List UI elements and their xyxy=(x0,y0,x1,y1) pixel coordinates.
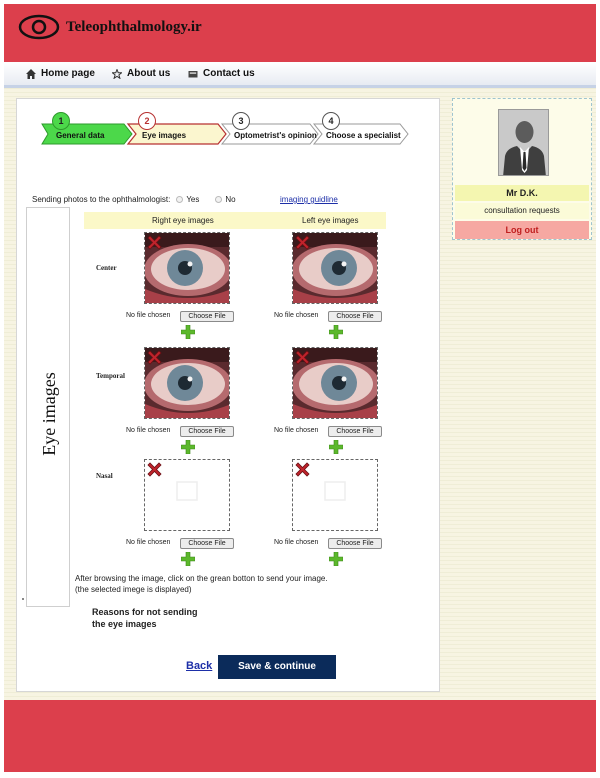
star-icon xyxy=(112,69,122,79)
nav-home-label: Home page xyxy=(41,68,95,79)
radio-no-dot[interactable] xyxy=(215,196,222,203)
section-side-box xyxy=(26,207,70,607)
temporal-left-eye-image xyxy=(292,347,378,419)
left-eye-column-header: Left eye images xyxy=(302,216,359,225)
radio-yes-label: Yes xyxy=(186,195,200,204)
step-3-label[interactable]: Optometrist's opinion xyxy=(234,131,317,140)
step-3-number[interactable]: 3 xyxy=(232,112,250,130)
center-right-eye-image xyxy=(144,232,230,304)
temporal-right-upload-plus-icon[interactable] xyxy=(181,440,195,454)
nasal-left-no-file-label: No file chosen xyxy=(274,539,319,546)
remove-image-icon[interactable] xyxy=(146,349,163,366)
nav-home[interactable] xyxy=(26,68,95,79)
upload-instruction-sub: (the selected imege is displayed) xyxy=(75,585,192,594)
temporal-right-no-file-label: No file chosen xyxy=(126,427,171,434)
center-left-no-file-label: No file chosen xyxy=(274,312,319,319)
temporal-left-choose-file-button[interactable]: Choose File xyxy=(328,426,382,437)
eye-icon[interactable] xyxy=(18,14,60,40)
save-continue-button[interactable]: Save & continue xyxy=(218,655,336,679)
remove-image-icon[interactable] xyxy=(294,461,311,478)
temporal-right-choose-file-button[interactable]: Choose File xyxy=(180,426,234,437)
back-link[interactable]: Back xyxy=(186,660,213,672)
site-title[interactable]: Teleophthalmology.ir xyxy=(66,19,202,35)
step-4-label[interactable]: Choose a specialist xyxy=(326,131,401,140)
right-eye-column-header: Right eye images xyxy=(152,216,214,225)
imaging-guideline-link[interactable]: imaging guidline xyxy=(280,195,338,204)
radio-no[interactable] xyxy=(215,195,235,204)
top-navbar xyxy=(4,62,596,88)
nasal-left-choose-file-button[interactable]: Choose File xyxy=(328,538,382,549)
center-left-eye-image xyxy=(292,232,378,304)
remove-image-icon[interactable] xyxy=(146,234,163,251)
nav-contact-label: Contact us xyxy=(203,68,255,79)
nav-about-label: About us xyxy=(127,68,171,79)
step-1-number[interactable]: 1 xyxy=(52,112,70,130)
user-panel xyxy=(452,98,592,240)
nasal-left-upload-plus-icon[interactable] xyxy=(329,552,343,566)
nav-contact[interactable] xyxy=(188,68,255,79)
avatar xyxy=(498,109,549,176)
nav-about[interactable] xyxy=(112,68,170,79)
home-icon xyxy=(26,69,36,79)
photo-question-row xyxy=(32,195,236,204)
envelope-icon xyxy=(188,69,198,79)
nasal-left-eye-image xyxy=(292,459,378,531)
temporal-left-no-file-label: No file chosen xyxy=(274,427,319,434)
remove-image-icon[interactable] xyxy=(294,349,311,366)
consultation-requests-link[interactable]: consultation requests xyxy=(455,203,589,219)
center-right-upload-plus-icon[interactable] xyxy=(181,325,195,339)
step-wizard xyxy=(40,112,420,146)
nasal-right-choose-file-button[interactable]: Choose File xyxy=(180,538,234,549)
step-2-label[interactable]: Eye images xyxy=(142,131,187,140)
step-1-label[interactable]: General data xyxy=(56,131,105,140)
nasal-right-no-file-label: No file chosen xyxy=(126,539,171,546)
remove-image-icon[interactable] xyxy=(146,461,163,478)
center-left-choose-file-button[interactable]: Choose File xyxy=(328,311,382,322)
step-4-number[interactable]: 4 xyxy=(322,112,340,130)
center-right-choose-file-button[interactable]: Choose File xyxy=(180,311,234,322)
reasons-label: Reasons for not sending the eye images xyxy=(92,607,198,629)
center-right-no-file-label: No file chosen xyxy=(126,312,171,319)
radio-yes[interactable] xyxy=(176,195,199,204)
site-header xyxy=(4,4,596,62)
temporal-left-upload-plus-icon[interactable] xyxy=(329,440,343,454)
remove-image-icon[interactable] xyxy=(294,234,311,251)
row-label-temporal: Temporal xyxy=(96,372,125,380)
user-silhouette-icon xyxy=(499,110,549,176)
logout-button[interactable]: Log out xyxy=(455,221,589,239)
photo-question-label: Sending photos to the ophthalmologist: xyxy=(32,195,171,204)
upload-instruction: After browsing the image, click on the grean botton to send your image. xyxy=(75,574,328,583)
user-name: Mr D.K. xyxy=(455,185,589,201)
step-2-number[interactable]: 2 xyxy=(138,112,156,130)
divider-dot xyxy=(22,598,24,600)
site-footer xyxy=(4,700,596,772)
nasal-right-eye-image xyxy=(144,459,230,531)
center-left-upload-plus-icon[interactable] xyxy=(329,325,343,339)
nasal-right-upload-plus-icon[interactable] xyxy=(181,552,195,566)
row-label-nasal: Nasal xyxy=(96,472,113,480)
section-title: Eye images xyxy=(39,372,59,456)
column-header-bar xyxy=(84,212,386,229)
row-label-center: Center xyxy=(96,264,117,272)
temporal-right-eye-image xyxy=(144,347,230,419)
radio-no-label: No xyxy=(225,195,236,204)
radio-yes-dot[interactable] xyxy=(176,196,183,203)
